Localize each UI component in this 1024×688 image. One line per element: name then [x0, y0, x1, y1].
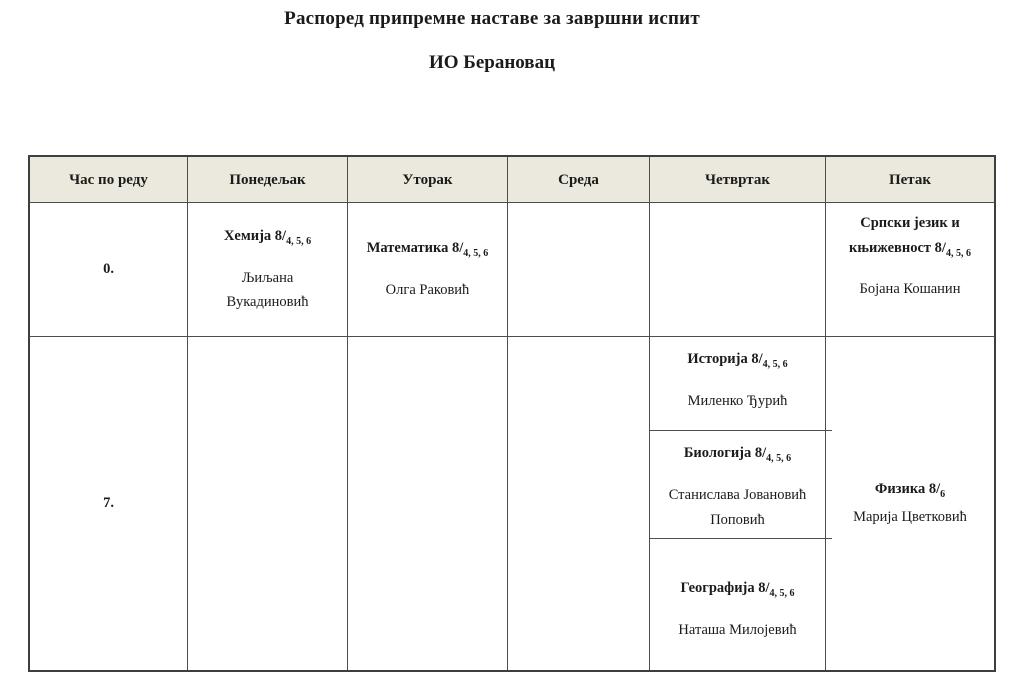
header-label: Час по реду — [69, 171, 148, 188]
period-label: 7. — [103, 495, 114, 512]
subject-title — [687, 347, 787, 373]
header-cell-wednesday — [508, 157, 650, 203]
subject-title — [367, 236, 489, 262]
header-label: Уторак — [402, 171, 453, 188]
teacher-name: Марија Цветковић — [853, 509, 967, 526]
period-cell-7 — [30, 337, 188, 670]
schedule-table — [28, 155, 996, 672]
header-label: Четвртак — [705, 171, 770, 188]
teacher-name: Љиљана Вукадиновић — [226, 269, 309, 311]
subject-title — [875, 477, 945, 503]
subject-title — [834, 211, 986, 262]
subject-title — [680, 576, 794, 602]
subject-name: Историја 8/ — [687, 351, 763, 367]
document-heading — [0, 0, 984, 74]
subject-name: Географија 8/ — [680, 580, 770, 597]
lesson-cell-friday-0 — [826, 203, 994, 337]
lesson-cell-friday-7 — [826, 337, 994, 670]
header-label: Петак — [888, 171, 932, 188]
empty-cell-tuesday-7 — [348, 337, 508, 670]
period-cell-0 — [30, 203, 188, 337]
lesson-cell-thursday-7-geography — [650, 539, 826, 670]
subject-name: Математика 8/ — [366, 240, 464, 257]
subject-title — [224, 224, 311, 250]
header-cell-monday — [188, 157, 348, 203]
empty-cell-wednesday-0 — [508, 203, 650, 337]
empty-cell-thursday-0 — [650, 203, 826, 337]
header-cell-thursday — [650, 157, 826, 203]
subject-title — [684, 441, 791, 467]
subject-name: Хемија 8/ — [223, 227, 287, 244]
subject-groups: 6 — [940, 489, 946, 501]
empty-cell-wednesday-7 — [508, 337, 650, 670]
lesson-cell-monday-0 — [188, 203, 348, 337]
empty-cell-monday-7 — [188, 337, 348, 670]
subject-name: Физика 8/ — [874, 481, 941, 498]
page-subtitle: ИО Берановац — [428, 52, 556, 73]
teacher-name: Станислава Јовановић Поповић — [668, 486, 807, 528]
subject-groups: 4, 5, 6 — [463, 248, 489, 260]
subject-name: Српски језик и књижевност 8/ — [849, 214, 960, 256]
teacher-name: Наташа Милојевић — [678, 622, 797, 639]
header-cell-tuesday — [348, 157, 508, 203]
teacher-name: Бојана Кошанин — [859, 281, 961, 298]
page-title: Распоред припремне наставе за завршни испит — [284, 8, 700, 29]
subject-groups: 4, 5, 6 — [945, 247, 971, 259]
header-label: Понедељак — [229, 171, 306, 188]
subject-groups: 4, 5, 6 — [766, 452, 792, 464]
subject-groups: 4, 5, 6 — [286, 235, 312, 247]
header-cell-period — [30, 157, 188, 203]
subject-name: Биологија 8/ — [683, 445, 767, 461]
teacher-name: Олга Раковић — [385, 282, 470, 299]
period-label: 0. — [103, 261, 114, 278]
subject-groups: 4, 5, 6 — [762, 358, 788, 370]
header-label: Среда — [558, 171, 599, 188]
lesson-cell-thursday-7-biology — [650, 431, 826, 539]
subject-groups: 4, 5, 6 — [769, 588, 795, 600]
lesson-cell-tuesday-0 — [348, 203, 508, 337]
teacher-name: Миленко Ђурић — [687, 392, 788, 409]
lesson-cell-thursday-7-history — [650, 337, 826, 431]
header-cell-friday — [826, 157, 994, 203]
